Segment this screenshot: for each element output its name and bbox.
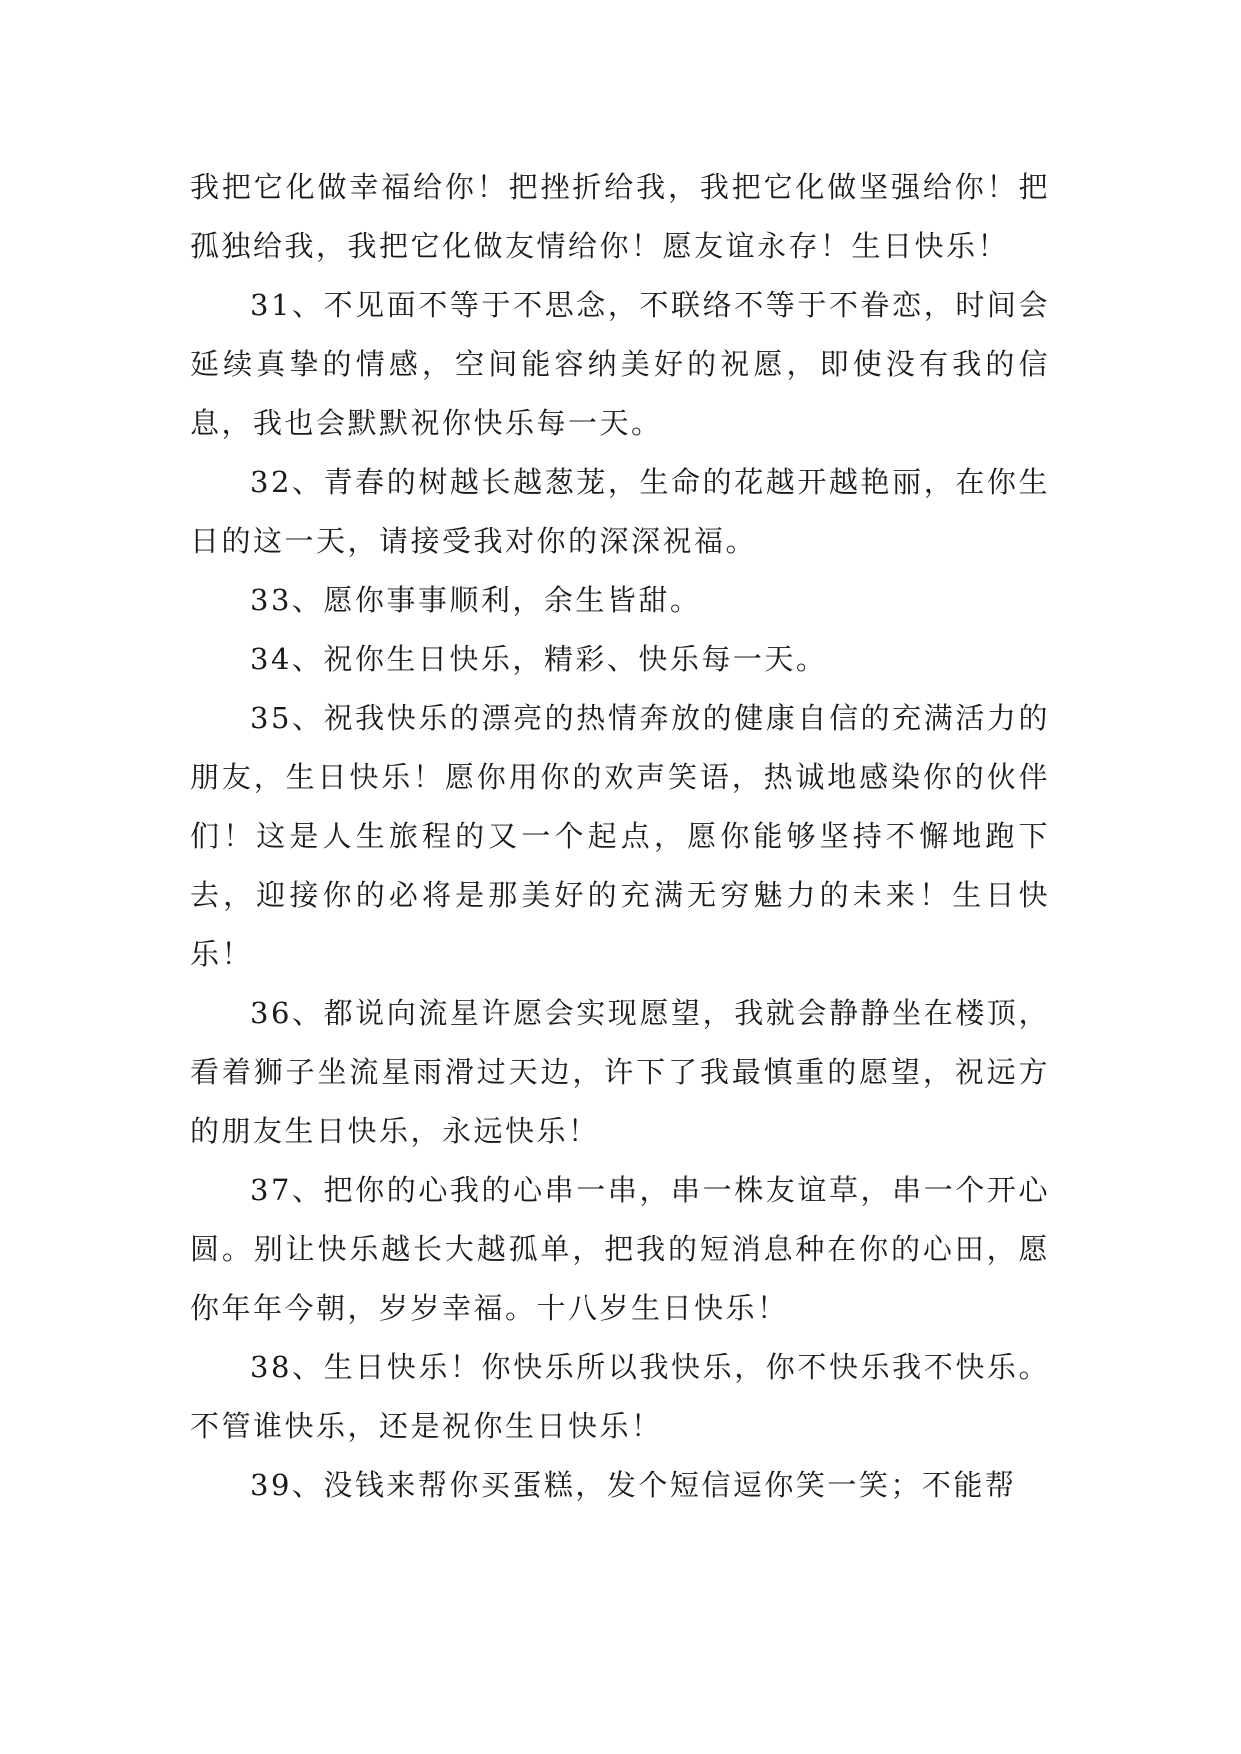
paragraph-36: 36、都说向流星许愿会实现愿望，我就会静静坐在楼顶，看着狮子坐流星雨滑过天边，许下了我最慎重的愿望，祝远方的朋友生日快乐，永远快乐！ xyxy=(190,996,1050,1148)
document-body xyxy=(190,158,1050,1515)
paragraph-32: 32、青春的树越长越葱茏，生命的花越开越艳丽，在你生日的这一天，请接受我对你的深深祝福。 xyxy=(190,465,1050,558)
paragraph-33: 33、愿你事事顺利，余生皆甜。 xyxy=(250,583,702,617)
paragraph-34: 34、祝你生日快乐，精彩、快乐每一天。 xyxy=(250,642,828,676)
paragraph-continuation: 我把它化做幸福给你！把挫折给我，我把它化做坚强给你！把孤独给我，我把它化做友情给你！愿友谊永存！生日快乐！ xyxy=(190,170,1050,263)
paragraph-37: 37、把你的心我的心串一串，串一株友谊草，串一个开心圆。别让快乐越长大越孤单，把我的短消息种在你的心田，愿你年年今朝，岁岁幸福。十八岁生日快乐！ xyxy=(190,1173,1050,1325)
paragraph-38: 38、生日快乐！你快乐所以我快乐，你不快乐我不快乐。不管谁快乐，还是祝你生日快乐！ xyxy=(190,1350,1050,1443)
paragraph-31: 31、不见面不等于不思念，不联络不等于不眷恋，时间会延续真挚的情感，空间能容纳美好的祝愿，即使没有我的信息，我也会默默祝你快乐每一天。 xyxy=(190,288,1050,440)
paragraph-35: 35、祝我快乐的漂亮的热情奔放的健康自信的充满活力的朋友，生日快乐！愿你用你的欢声笑语，热诚地感染你的伙伴们！这是人生旅程的又一个起点，愿你能够坚持不懈地跑下去，迎接你的必将是那美好的充满无穷魅力的未来！生日快乐！ xyxy=(190,701,1050,971)
paragraph-39: 39、没钱来帮你买蛋糕，发个短信逗你笑一笑；不能帮 xyxy=(250,1468,1017,1502)
